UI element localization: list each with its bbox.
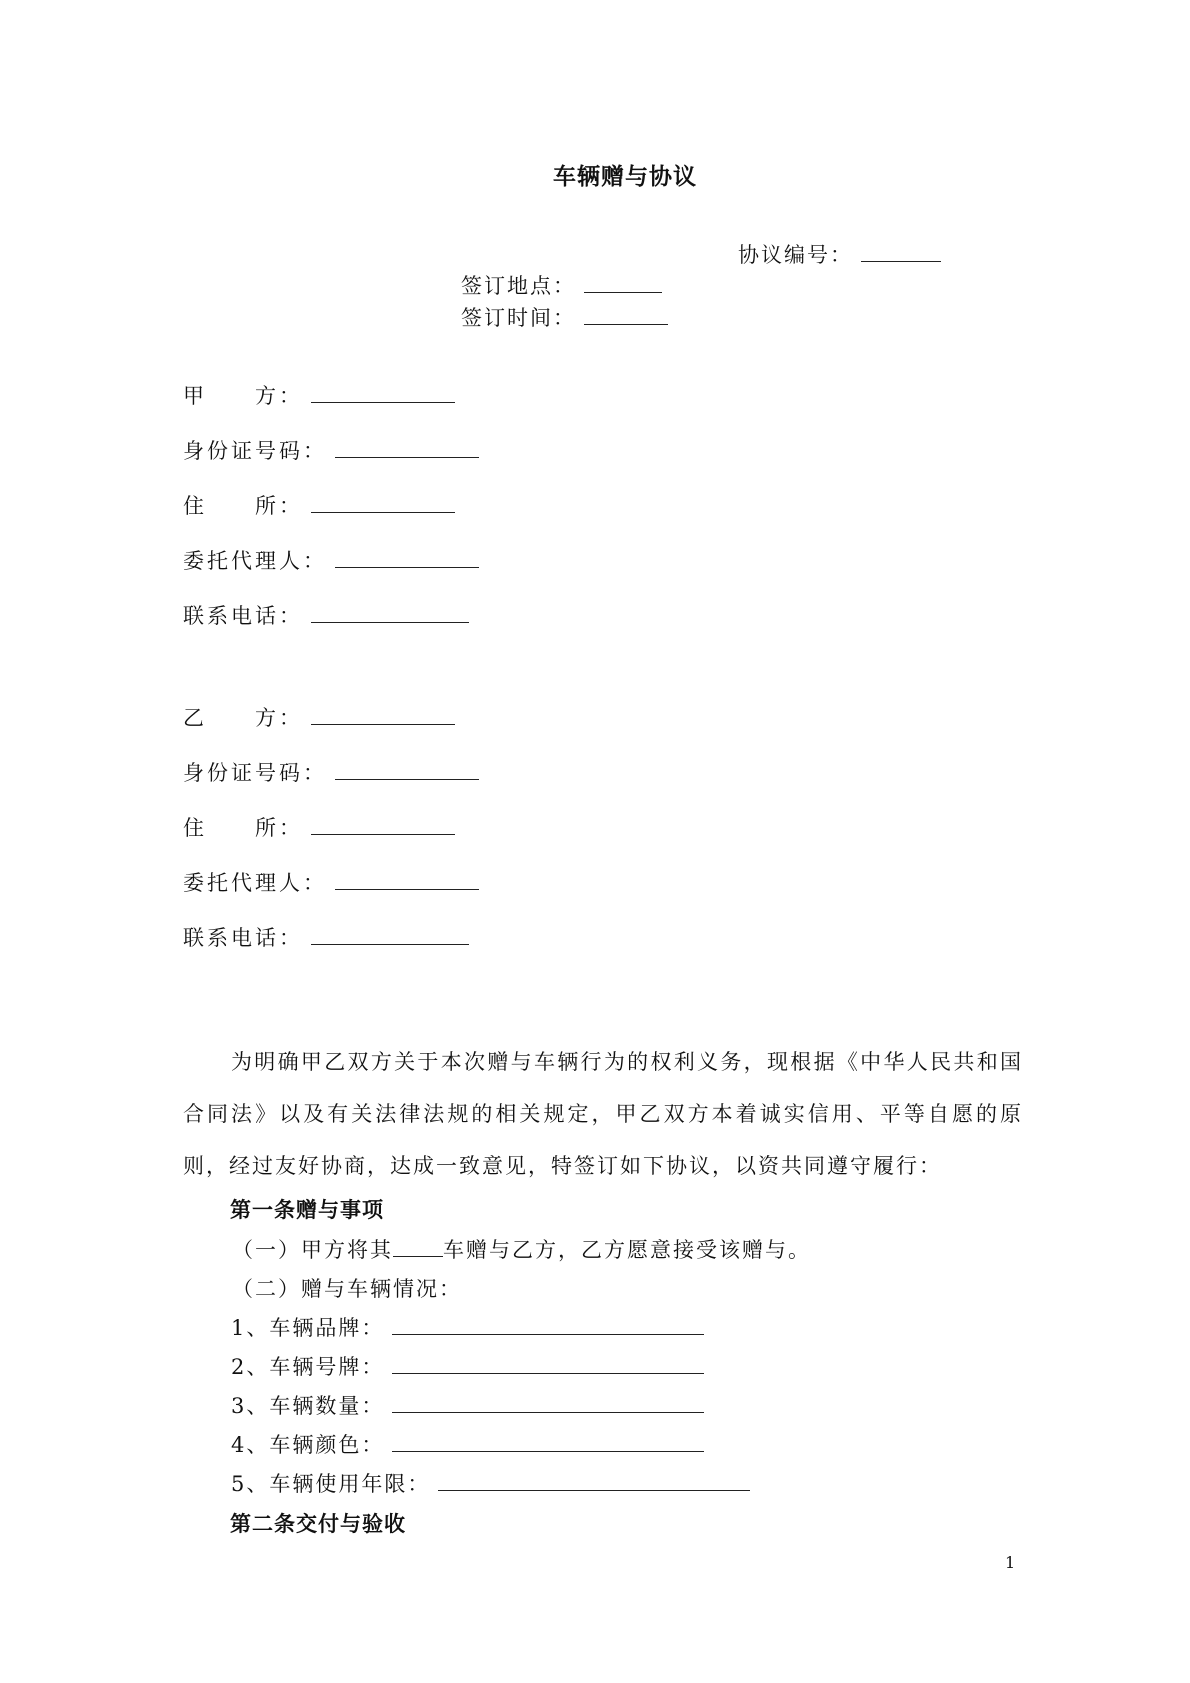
party-b-name-row <box>183 702 455 732</box>
signing-time-blank[interactable] <box>584 323 668 325</box>
vehicle-quantity-label: 3、车辆数量： <box>231 1394 385 1418</box>
party-b-agent-label: 委托代理人： <box>183 871 327 895</box>
clause-1-prefix: （一）甲方将其 <box>232 1238 393 1262</box>
party-a-address-blank[interactable] <box>311 511 455 513</box>
party-b-address-blank[interactable] <box>311 833 455 835</box>
signing-time-label: 签订时间： <box>461 306 576 330</box>
party-b-agent-row <box>183 867 479 897</box>
party-b-address-row <box>183 812 455 842</box>
party-a-phone-label: 联系电话： <box>183 604 303 628</box>
party-b-address-label: 住 所： <box>183 816 303 840</box>
party-a-name-label: 甲 方： <box>183 384 303 408</box>
party-b-name-label: 乙 方： <box>183 706 303 730</box>
vehicle-brand-label: 1、车辆品牌： <box>231 1316 385 1340</box>
party-a-id-blank[interactable] <box>335 456 479 458</box>
vehicle-quantity-blank[interactable] <box>392 1411 704 1413</box>
party-a-address-row <box>183 490 455 520</box>
vehicle-brand-blank[interactable] <box>392 1333 704 1335</box>
agreement-number-blank[interactable] <box>861 260 941 262</box>
party-b-id-row <box>183 757 479 787</box>
party-b-agent-blank[interactable] <box>335 888 479 890</box>
vehicle-color-blank[interactable] <box>392 1450 704 1452</box>
party-a-name-blank[interactable] <box>311 401 455 403</box>
party-a-id-row <box>183 435 479 465</box>
signing-time-row <box>461 302 668 332</box>
vehicle-lifespan-row <box>231 1468 750 1498</box>
clause-1-blank[interactable] <box>393 1255 443 1257</box>
party-a-id-label: 身份证号码： <box>183 439 327 463</box>
party-a-agent-blank[interactable] <box>335 566 479 568</box>
clause-1-suffix: 车赠与乙方，乙方愿意接受该赠与。 <box>443 1238 811 1262</box>
party-b-phone-blank[interactable] <box>311 943 469 945</box>
signing-place-blank[interactable] <box>584 291 662 293</box>
page-number: 1 <box>1005 1553 1016 1572</box>
party-a-phone-row <box>183 600 469 630</box>
party-b-phone-label: 联系电话： <box>183 926 303 950</box>
signing-place-label: 签订地点： <box>461 274 576 298</box>
article-1-clause-1 <box>232 1234 811 1264</box>
vehicle-color-label: 4、车辆颜色： <box>231 1433 385 1457</box>
vehicle-quantity-row <box>231 1390 704 1420</box>
preamble-paragraph: 为明确甲乙双方关于本次赠与车辆行为的权利义务，现根据《中华人民共和国合同法》以及有关法律法规的相关规定，甲乙双方本着诚实信用、平等自愿的原则，经过友好协商，达成一致意见，特签订如下协议，以资共同遵守履行： <box>183 1050 1023 1178</box>
vehicle-lifespan-blank[interactable] <box>438 1489 750 1491</box>
party-b-name-blank[interactable] <box>311 723 455 725</box>
signing-place-row <box>461 270 662 300</box>
party-a-phone-blank[interactable] <box>311 621 469 623</box>
party-a-agent-label: 委托代理人： <box>183 549 327 573</box>
vehicle-plate-row <box>231 1351 704 1381</box>
article-1-clause-2: （二）赠与车辆情况： <box>232 1277 462 1301</box>
article-2-heading: 第二条交付与验收 <box>230 1511 406 1536</box>
party-a-agent-row <box>183 545 479 575</box>
article-1-heading: 第一条赠与事项 <box>230 1197 384 1222</box>
vehicle-lifespan-label: 5、车辆使用年限： <box>231 1472 431 1496</box>
vehicle-color-row <box>231 1429 704 1459</box>
vehicle-plate-blank[interactable] <box>392 1372 704 1374</box>
party-a-address-label: 住 所： <box>183 494 303 518</box>
agreement-number-row <box>738 239 941 269</box>
vehicle-plate-label: 2、车辆号牌： <box>231 1355 385 1379</box>
party-b-id-blank[interactable] <box>335 778 479 780</box>
vehicle-brand-row <box>231 1312 704 1342</box>
party-a-name-row <box>183 380 455 410</box>
agreement-number-label: 协议编号： <box>738 243 853 267</box>
party-b-id-label: 身份证号码： <box>183 761 327 785</box>
party-b-phone-row <box>183 922 469 952</box>
document-title: 车辆赠与协议 <box>553 163 697 190</box>
